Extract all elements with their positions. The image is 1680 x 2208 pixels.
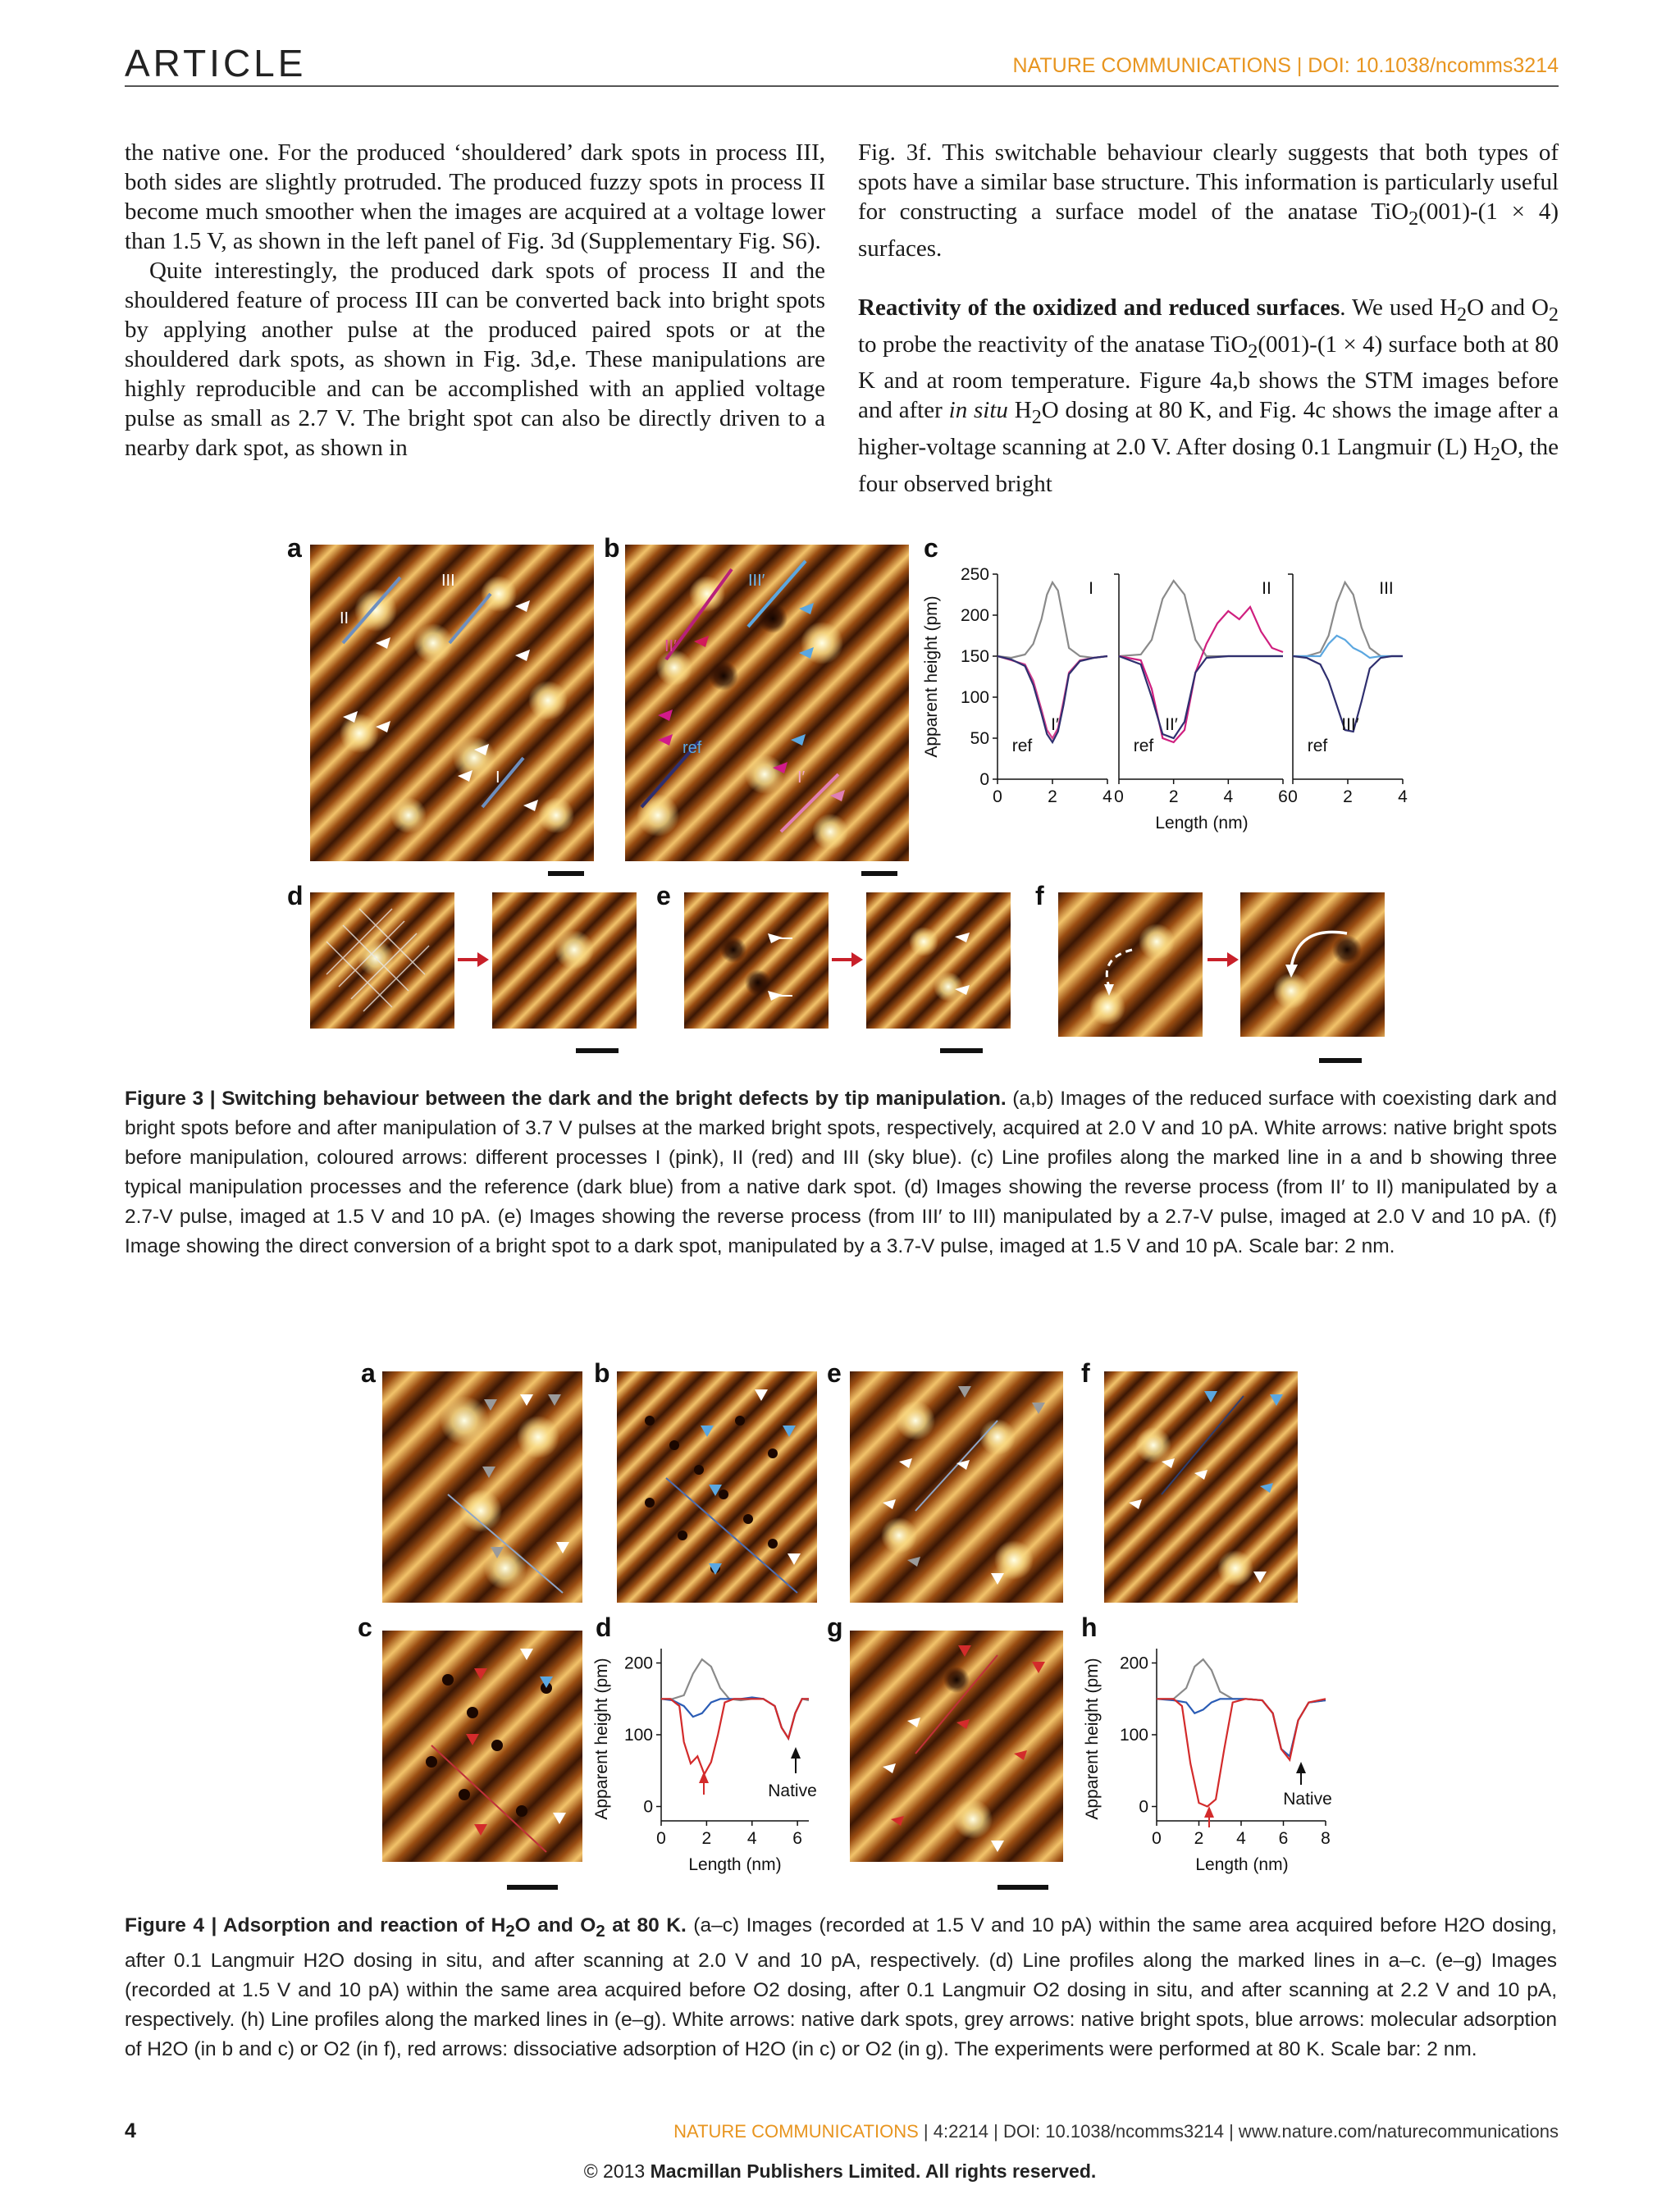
fig3c-sub1-ytick-label: 0 — [979, 770, 989, 789]
fig4-panel-label-g: g — [827, 1613, 843, 1642]
fig3f-red-arrow — [1206, 950, 1239, 969]
fig3c-sub2-series-0 — [1119, 581, 1283, 656]
fig3c-sub1-ytick-label: 250 — [960, 565, 989, 584]
fig3e-scale-bar — [940, 1048, 983, 1053]
fig3f-before-image — [1058, 892, 1203, 1037]
fig3c-sub2-xtick-label: 6 — [1278, 787, 1288, 806]
fig3-panel-label-e: e — [656, 881, 671, 910]
fig4d-ytick-label: 0 — [643, 1797, 653, 1817]
fig3c-sub1-ytick-label: 50 — [970, 729, 989, 748]
fig3c-sub1-xtick-label: 2 — [1048, 787, 1057, 806]
right-paragraph-2: Reactivity of the oxidized and reduced surfaces. We used $H_2O$ and $O_2$ to probe the reactivity of the anatase TiO$_2$(001)-(1 × 4) surface both at 80 K and at room temperature. Figure 4a,b shows the STM images before and after in situ $H_2O$ dosing at 80 K, and Fig. 4c shows the image after a higher-voltage scanning at 2.0 V. After dosing 0.1 Langmuir (L) $H_2O$, the four observed bright — [858, 294, 1559, 497]
fig4h-annotation-native: Native — [1283, 1790, 1332, 1809]
journal-doi: NATURE COMMUNICATIONS | DOI: 10.1038/ncomms3214 — [1012, 54, 1559, 77]
fig4h-xlabel: Length (nm) — [1195, 1855, 1289, 1874]
fig3c-xlabel: Length (nm) — [1155, 814, 1249, 833]
fig4d-native-arrowhead — [791, 1747, 801, 1759]
fig4-panel-label-h: h — [1081, 1613, 1098, 1642]
fig3a-label-II: II — [340, 609, 349, 627]
fig3f-after-image — [1240, 892, 1385, 1037]
fig3c-sub1-ytick-label: 200 — [960, 606, 989, 625]
left-column — [125, 138, 825, 463]
fig3c-ylabel: Apparent height (pm) — [922, 595, 941, 758]
fig4-panel-label-f: f — [1081, 1358, 1090, 1388]
fig4h-xtick-label: 2 — [1194, 1829, 1204, 1848]
figure3-caption-title: Figure 3 | Switching behaviour between the dark and the bright defects by tip manipulation. — [125, 1088, 1007, 1110]
fig3c-line-profile-chart — [919, 558, 1411, 837]
fig4c-stm-image — [382, 1631, 582, 1862]
figure3-caption-text: (a,b) Images of the reduced surface with coexisting dark and bright spots before and after manipulation of 3.7 V pulses at the marked bright spots, respectively, acquired at 2.0 V and 10 pA. White arrows: native bright spots before manipulation, coloured arrows: different processes I (pink), II (red) and III (sky blue). (c) Line profiles along the marked line in a and b showing three typical manipulation processes and the reference (dark blue) from a native dark spot. (d) Images showing the reverse process (from II′ to II) manipulated by a 2.7-V pulse, imaged at 1.5 V and 10 pA. (e) Images showing the reverse process (from III′ to III) manipulated by a 2.7-V pulse, imaged at 2.0 V and 10 pA. (f) Image showing the direct conversion of a bright spot to a dark spot, manipulated by a 3.7-V pulse, imaged at 1.5 V and 10 pA. Scale bar: 2 nm. — [125, 1088, 1557, 1257]
fig3c-sub2-annotation-ref: ref — [1133, 737, 1154, 755]
fig3b-label-III-prime: III′ — [748, 572, 765, 590]
fig4g-scale-bar — [998, 1885, 1048, 1890]
fig4d-xtick-label: 6 — [792, 1829, 802, 1848]
copyright-notice: © 2013 Macmillan Publishers Limited. All rights reserved. — [583, 2160, 1097, 2182]
fig4-panel-label-b: b — [594, 1358, 610, 1388]
fig3c-sub2-xtick-label: 4 — [1223, 787, 1234, 806]
fig3f-scale-bar — [1319, 1058, 1362, 1063]
fig4e-stm-image — [850, 1371, 1063, 1603]
fig4-panel-label-e: e — [827, 1358, 842, 1388]
right-paragraph-1: Fig. 3f. This switchable behaviour clearly suggests that both types of spots have a similar base structure. This information is particularly useful for constructing a surface model of the anatase TiO$_2$(001)-(1 × 4) surfaces. — [858, 139, 1559, 262]
fig3b-scale-bar — [861, 871, 897, 876]
footer-citation: NATURE COMMUNICATIONS | 4:2214 | DOI: 10.1038/ncomms3214 | www.nature.com/naturecommunications — [673, 2121, 1559, 2142]
fig3c-sub1-annotation-variant: I′ — [1051, 715, 1059, 734]
fig3c-sub3-annotation-variant: III′ — [1341, 715, 1359, 734]
fig3d-after-image — [492, 892, 637, 1029]
fig3a-label-III: III — [441, 572, 455, 590]
fig4h-line-profile-chart — [1078, 1632, 1349, 1878]
fig3c-sub3-xtick-label: 4 — [1398, 787, 1408, 806]
fig4d-xtick-label: 4 — [746, 1829, 757, 1848]
fig3c-sub1-ytick-label: 100 — [960, 688, 989, 707]
fig3a-scale-bar — [548, 871, 584, 876]
fig3d-scale-bar — [576, 1048, 619, 1053]
fig4d-line-profile-chart — [587, 1632, 825, 1878]
figure4-caption — [125, 1911, 1557, 2064]
fig3c-sub2-annotation-variant: II′ — [1165, 715, 1178, 734]
right-column — [858, 138, 1559, 499]
fig3a-stm-image — [310, 545, 594, 861]
figure3-caption — [125, 1084, 1557, 1261]
fig3c-sub3-xtick-label: 2 — [1343, 787, 1353, 806]
header-rule — [125, 85, 1559, 87]
fig4d-annotation-native: Native — [768, 1781, 817, 1800]
fig3e-before-image — [684, 892, 829, 1029]
fig3c-sub3-annotation-ref: ref — [1307, 737, 1328, 755]
fig3b-stm-image — [625, 545, 909, 861]
fig4h-xtick-label: 4 — [1236, 1829, 1246, 1848]
fig4a-stm-image — [382, 1371, 582, 1603]
figure4-caption-title: Figure 4 | Adsorption and reaction of $H_2O$ and $O_2$ at 80 K. — [125, 1914, 687, 1941]
fig4f-stm-image — [1104, 1371, 1298, 1603]
fig3-panel-label-a: a — [287, 533, 302, 563]
fig4-panel-label-d: d — [596, 1613, 612, 1642]
fig4h-ytick-label: 100 — [1119, 1726, 1148, 1745]
page-number: 4 — [125, 2119, 136, 2142]
fig3c-sub1-annotation-label: I — [1089, 579, 1093, 598]
fig3b-label-I-prime: I′ — [797, 769, 806, 787]
fig3c-sub1-ytick-label: 150 — [960, 647, 989, 666]
fig3d-red-arrow — [456, 950, 489, 969]
fig3a-label-I: I — [495, 769, 500, 787]
fig4h-red-arrowhead — [1204, 1806, 1214, 1818]
fig3-panel-label-b: b — [604, 533, 620, 563]
fig4d-xtick-label: 2 — [701, 1829, 712, 1848]
fig4d-xtick-label: 0 — [656, 1829, 666, 1848]
fig3c-sub1-xtick-label: 4 — [1102, 787, 1112, 806]
fig4d-red-arrowhead — [699, 1772, 709, 1783]
fig3-panel-label-d: d — [287, 881, 304, 910]
section-heading: Reactivity of the oxidized and reduced surfaces — [858, 294, 1340, 321]
fig3d-before-image — [310, 892, 454, 1029]
fig4h-xtick-label: 6 — [1278, 1829, 1289, 1848]
fig4c-scale-bar — [507, 1885, 558, 1890]
fig4h-native-arrowhead — [1296, 1762, 1306, 1773]
fig3c-sub2-annotation-label: II — [1262, 579, 1271, 598]
fig3b-label-ref: ref — [682, 739, 702, 757]
fig3c-sub2-xtick-label: 2 — [1168, 787, 1179, 806]
fig4-panel-label-c: c — [358, 1613, 372, 1642]
fig4g-stm-image — [850, 1631, 1063, 1862]
fig3-panel-label-f: f — [1035, 881, 1044, 910]
fig4d-xlabel: Length (nm) — [688, 1855, 782, 1874]
fig4d-series-2 — [661, 1699, 809, 1774]
fig3e-after-image — [866, 892, 1011, 1029]
fig3c-sub1-xtick-label: 0 — [993, 787, 1002, 806]
left-paragraph-1: the native one. For the produced ‘shouldered’ dark spots in process III, both sides are slightly protruded. The produced fuzzy spots in process II become much smoother when the images are acquired at a voltage lower than 1.5 V, as shown in the left panel of Fig. 3d (Supplementary Fig. S6). — [125, 139, 825, 254]
fig3c-sub1-annotation-ref: ref — [1011, 737, 1033, 755]
fig3-panel-label-c: c — [924, 533, 938, 563]
fig3c-sub2-xtick-label: 0 — [1114, 787, 1124, 806]
fig4h-xtick-label: 0 — [1152, 1829, 1162, 1848]
article-label: ARTICLE — [125, 42, 307, 84]
fig3c-sub3-xtick-label: 0 — [1288, 787, 1298, 806]
fig3b-label-II-prime: II′ — [664, 637, 677, 655]
fig4h-xtick-label: 8 — [1321, 1829, 1331, 1848]
fig4h-ytick-label: 0 — [1139, 1797, 1148, 1817]
fig4b-stm-image — [617, 1371, 817, 1603]
left-paragraph-2: Quite interestingly, the produced dark spots of process II and the shouldered feature of process III can be converted back into bright spots by applying another pulse at the produced paired spots or at the shouldered dark spots, as shown in Fig. 3d,e. These manipulations are highly reproducible and can be accomplished with an applied voltage pulse as small as 2.7 V. The bright spot can also be directly driven to a nearby dark spot, as shown in — [125, 258, 825, 461]
fig4d-ylabel: Apparent height (pm) — [592, 1658, 611, 1820]
fig4d-ytick-label: 100 — [623, 1726, 653, 1745]
fig3c-sub3-annotation-label: III — [1379, 579, 1394, 598]
fig4-panel-label-a: a — [361, 1358, 376, 1388]
figure4-caption-text: (a–c) Images (recorded at 1.5 V and 10 pA) within the same area acquired before H2O dosing, after 0.1 Langmuir H2O dosing in situ, and after scanning at 2.0 V and 10 pA, respectively. (d) Line profiles along the marked lines in a–c. (e–g) Images (recorded at 1.5 V and 10 pA) within the same area acquired before O2 dosing, after 0.1 Langmuir O2 dosing in situ, and after scanning at 2.2 V and 10 pA, respectively. (h) Line profiles along the marked lines in (e–g). White arrows: native dark spots, grey arrows: native bright spots, blue arrows: molecular adsorption of H2O (in b and c) or O2 (in f), red arrows: dissociative adsorption of H2O (in c) or O2 (in g). The experiments were performed at 80 K. Scale bar: 2 nm. — [125, 1914, 1557, 2060]
fig3e-red-arrow — [830, 950, 863, 969]
fig4h-ylabel: Apparent height (pm) — [1083, 1658, 1102, 1820]
fig4d-ytick-label: 200 — [623, 1654, 653, 1673]
fig4h-ytick-label: 200 — [1119, 1654, 1148, 1673]
